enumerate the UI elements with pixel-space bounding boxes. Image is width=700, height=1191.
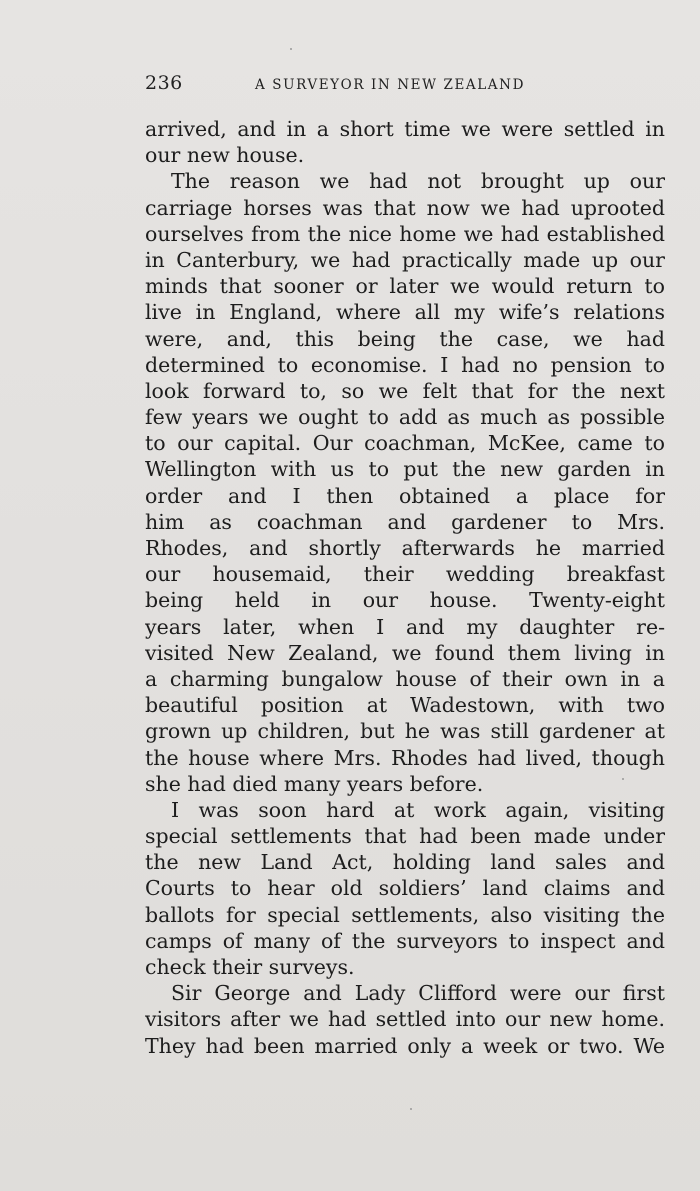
- body-text: [145, 116, 665, 1059]
- text-line: being held in our house. Twenty-eight: [145, 588, 665, 613]
- text-line: she had died many years before.: [145, 771, 484, 796]
- text-line: special settlements that had been made under: [145, 824, 665, 849]
- text-line: few years we ought to add as much as possible: [145, 405, 665, 430]
- text-line: our housemaid, their wedding breakfast: [145, 562, 665, 587]
- text-line: minds that sooner or later we would return to: [145, 274, 665, 299]
- page-number: 236: [145, 72, 183, 94]
- page-header: [145, 72, 665, 100]
- text-line: our new house.: [145, 143, 305, 168]
- text-line: Wellington with us to put the new garden in: [145, 457, 665, 482]
- text-line: carriage horses was that now we had uprooted: [145, 195, 665, 220]
- text-line: ourselves from the nice home we had established: [145, 221, 665, 246]
- text-line: determined to economise. I had no pension to: [145, 352, 665, 377]
- text-line: check their surveys.: [145, 955, 355, 979]
- text-line: years later, when I and my daughter re-: [145, 614, 665, 639]
- text-line: visitors after we had settled into our new home.: [145, 1007, 665, 1032]
- text-line: Courts to hear old soldiers’ land claims and: [145, 876, 665, 901]
- text-line: arrived, and in a short time we were settled in: [145, 117, 665, 141]
- text-line: were, and, this being the case, we had: [145, 326, 665, 351]
- text-line: Rhodes, and shortly afterwards he married: [145, 536, 665, 560]
- text-line: grown up children, but he was still gardener at: [145, 719, 665, 744]
- text-line: the new Land Act, holding land sales and: [145, 850, 665, 875]
- text-line: visited New Zealand, we found them living in: [145, 640, 665, 665]
- paper-speck: [622, 778, 624, 780]
- text-line: They had been married only a week or two. We: [145, 1033, 665, 1058]
- text-line: The reason we had not brought up our: [171, 169, 665, 194]
- text-line: Sir George and Lady Clifford were our first: [171, 981, 665, 1006]
- paper-speck: [290, 48, 292, 50]
- text-line: the house where Mrs. Rhodes had lived, though: [145, 745, 665, 770]
- paper-speck: [410, 1108, 412, 1110]
- text-line: live in England, where all my wife’s relations: [145, 300, 665, 325]
- text-line: a charming bungalow house of their own in a: [145, 666, 665, 691]
- text-line: to our capital. Our coachman, McKee, came to: [145, 431, 665, 456]
- text-line: camps of many of the surveyors to inspect and: [145, 928, 665, 953]
- running-head: A SURVEYOR IN NEW ZEALAND: [255, 77, 525, 93]
- text-line: him as coachman and gardener to Mrs.: [145, 509, 665, 534]
- text-line: in Canterbury, we had practically made up our: [145, 247, 665, 272]
- text-line: look forward to, so we felt that for the next: [145, 378, 665, 403]
- text-line: beautiful position at Wadestown, with two: [145, 693, 665, 718]
- text-line: I was soon hard at work again, visiting: [171, 797, 665, 822]
- text-line: order and I then obtained a place for: [145, 483, 665, 508]
- text-line: ballots for special settlements, also visiting the: [145, 902, 665, 927]
